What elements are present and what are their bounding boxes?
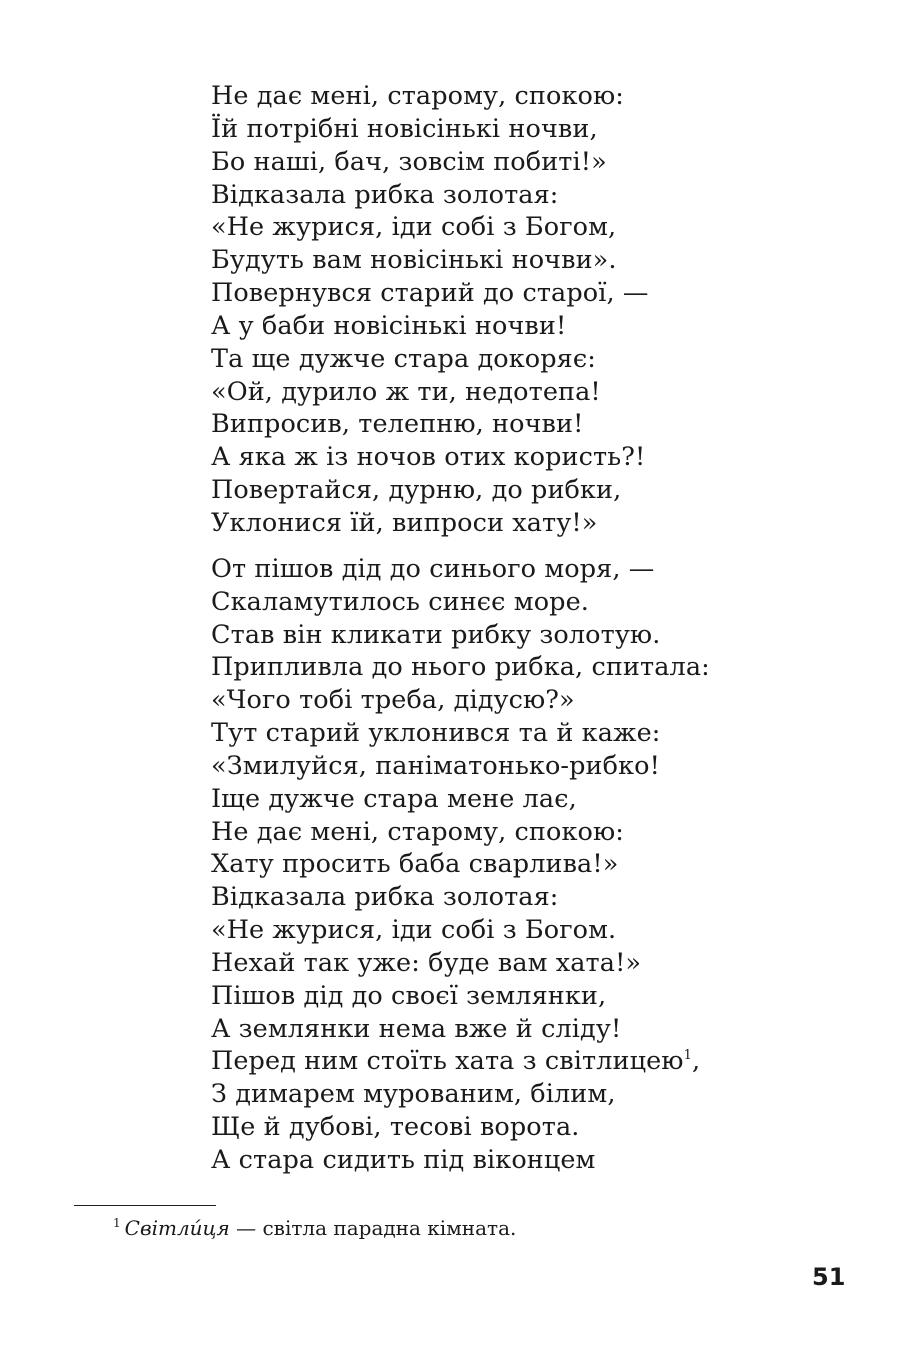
poem-line-text: Не дає мені, старому, спокою: (211, 816, 624, 847)
poem-line-text: А стара сидить під віконцем (211, 1145, 596, 1175)
poem-line (211, 1111, 851, 1144)
poem-line-text: Ще й дубові, тесові ворота. (211, 1112, 580, 1143)
poem-line (211, 1013, 851, 1046)
poem-line (211, 179, 851, 212)
poem-line (211, 376, 851, 409)
poem-line-text: Став він кликати рибку золотую. (211, 619, 661, 650)
poem-line-text: Пішов дід до своєї землянки, (211, 980, 607, 1011)
poem-line-text: «Змилуйся, паніматонько-рибко! (211, 750, 660, 781)
poem-line-text: Скаламутилось синєє море. (211, 586, 589, 617)
poem-line-text: А землянки нема вже й сліду! (211, 1013, 622, 1044)
poem-line (211, 113, 851, 146)
poem-line (211, 684, 851, 717)
poem-line-text: Іще дужче стара мене лає, (211, 783, 577, 814)
poem-line-text: А яка ж із ночов отих користь?! (211, 442, 646, 473)
poem-line (211, 1144, 851, 1177)
poem-line-text: Нехай так уже: буде вам хата!» (211, 947, 642, 978)
poem-line-text: «Не журися, іди собі з Богом, (211, 212, 617, 243)
poem-line (211, 619, 851, 652)
poem-line (211, 441, 851, 474)
poem-line-text: «Ой, дурило ж ти, недотепа! (211, 376, 601, 407)
poem-line (211, 816, 851, 849)
poem-line-text: Бо наші, бач, зовсім побиті!» (211, 146, 607, 177)
poem-line (211, 914, 851, 947)
poem-line (211, 553, 851, 586)
page-number: 51 (812, 1263, 846, 1291)
footnote-number: 1 (113, 1216, 121, 1230)
poem (211, 80, 851, 1177)
poem-line-text: Повернувся старий до старої, — (211, 278, 649, 309)
poem-line (211, 1045, 851, 1078)
poem-line-text: Відказала рибка золотая: (211, 179, 559, 210)
poem-line (211, 1078, 851, 1111)
stanza-1 (211, 80, 851, 540)
poem-line (211, 474, 851, 507)
poem-line (211, 80, 851, 113)
poem-line (211, 651, 851, 684)
footnote-marker: 1 (683, 1048, 692, 1064)
poem-line-text: Хату просить баба сварлива!» (211, 849, 619, 880)
poem-line (211, 277, 851, 310)
poem-line-text: З димарем мурованим, білим, (211, 1079, 616, 1110)
poem-line (211, 848, 851, 881)
poem-line-text: Відказала рибка золотая: (211, 882, 559, 913)
poem-line (211, 244, 851, 277)
poem-line (211, 750, 851, 783)
poem-line-text: «Не журися, іди собі з Богом. (211, 915, 617, 946)
poem-line-text: А у баби новісінькі ночви! (211, 310, 567, 341)
poem-line-text: Припливла до нього рибка, спитала: (211, 652, 710, 683)
footnote-definition: — світла парадна кімната. (229, 1216, 517, 1240)
poem-line-text: Будуть вам новісінькі ночви». (211, 245, 617, 276)
poem-line (211, 881, 851, 914)
poem-line (211, 408, 851, 441)
poem-line-text: Не дає мені, старому, спокою: (211, 81, 624, 111)
poem-line (211, 980, 851, 1013)
poem-line-text: Повертайся, дурню, до рибки, (211, 475, 622, 506)
stanza-2 (211, 553, 851, 1177)
poem-line-text: Випросив, телепню, ночви! (211, 409, 584, 440)
poem-line (211, 146, 851, 179)
poem-line-punctuation: , (691, 1046, 701, 1077)
poem-line (211, 343, 851, 376)
poem-line (211, 507, 851, 540)
poem-line-text: Уклонися їй, випроси хату!» (211, 507, 598, 538)
poem-line-text: «Чого тобі треба, дідусю?» (211, 685, 575, 716)
poem-line-text: Тут старий уклонився та й каже: (211, 718, 661, 749)
footnote-term: Світли́ця (124, 1216, 230, 1240)
poem-line (211, 310, 851, 343)
poem-line-text: Та ще дужче стара докоряє: (211, 343, 596, 374)
poem-line (211, 586, 851, 619)
poem-line (211, 717, 851, 750)
poem-line (211, 783, 851, 816)
poem-line (211, 211, 851, 244)
poem-line-text: Їй потрібні новісінькі ночви, (211, 113, 598, 144)
footnote-divider (74, 1205, 216, 1206)
poem-line-text: От пішов дід до синього моря, — (211, 553, 655, 584)
poem-line (211, 947, 851, 980)
footnote (113, 1214, 516, 1242)
poem-line-text: Перед ним стоїть хата з світлицею (211, 1046, 684, 1077)
